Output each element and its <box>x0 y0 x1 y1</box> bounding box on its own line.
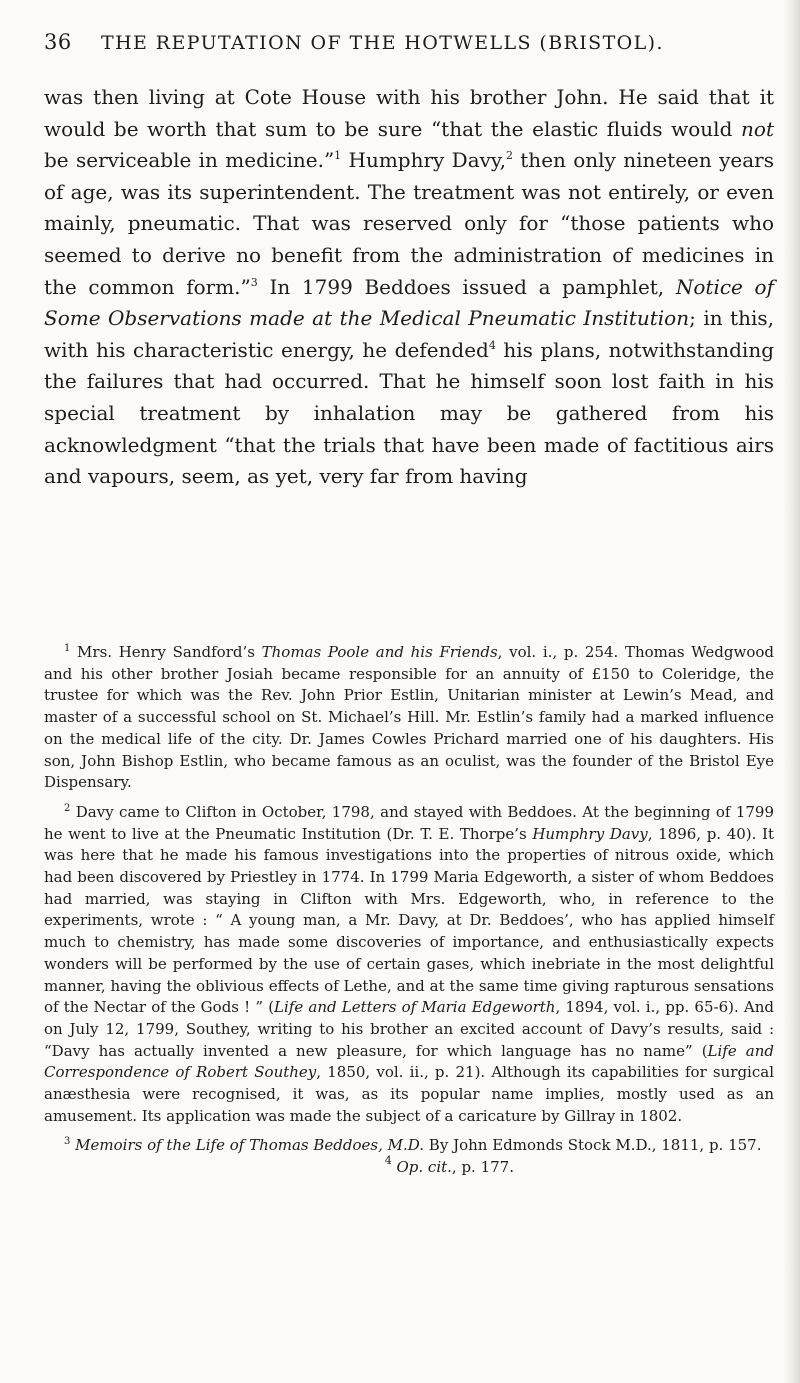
running-head <box>44 30 774 64</box>
footnote-4 <box>44 1154 774 1179</box>
italic-run: not <box>741 116 774 141</box>
footnote-ref-4[interactable]: 4 <box>488 338 496 352</box>
text-run: In 1799 Beddoes issued a pamphlet, <box>257 274 676 299</box>
text-run: his plans, notwithstanding the failures that had occurred. That he himself soon lost faith in his special treatment by inhalation may be gathered from his acknowledgment “that the trials that have been made of factitious airs and vapours, seem, as yet, very far from having <box>44 337 775 489</box>
footnote-1 <box>44 642 774 794</box>
page-edge-shadow <box>784 0 800 1383</box>
text-run: , p. 177. <box>451 1158 514 1177</box>
footnote-marker: 1 <box>64 643 71 654</box>
book-title: Memoirs of the Life of Thomas Beddoes, M.D. <box>75 1136 425 1155</box>
text-run: Mrs. Henry Sandford’s <box>70 643 262 661</box>
text-run: Humphry Davy, <box>341 148 506 173</box>
footnote-ref-3[interactable]: 3 <box>250 275 258 289</box>
text-run: be serviceable in medicine.” <box>44 148 335 173</box>
body-paragraph <box>44 82 774 493</box>
footnote-marker: 3 <box>64 1136 71 1148</box>
book-title: Life and Correspondence of Robert Southey <box>44 1041 774 1082</box>
book-title: Life and Letters of Maria Edgeworth <box>274 998 556 1017</box>
citation-abbrev: Op. cit. <box>396 1158 452 1177</box>
text-run: By John Edmonds Stock M.D., 1811, p. 157. <box>424 1136 762 1155</box>
main-text <box>44 82 774 493</box>
page-number: 36 <box>44 30 72 54</box>
text-run: was then living at Cote House with his brother John. He said that it would be worth that sum to be sure “that the elastic fluids would <box>44 85 774 141</box>
text-run: ; in this, with his characteristic energy, he defended <box>44 306 774 362</box>
footnote-marker: 2 <box>64 802 71 814</box>
footnote-2 <box>44 802 774 1128</box>
text-run: , 1894, vol. i., pp. 65-6). And on July 12, 1799, Southey, writing to his brother an excited account of Davy’s results, said : “Davy has actually invented a new pleasure, for which language has no name” ( <box>44 998 774 1060</box>
footnote-ref-1[interactable]: 1 <box>334 149 342 163</box>
running-title: THE REPUTATION OF THE HOTWELLS (BRISTOL). <box>101 32 664 54</box>
text-run: , 1896, p. 40). It was here that he made his famous investigations into the properties of nitrous oxide, which had been discovered by Priestley in 1774. In 1799 Maria Edgeworth, a sister of whom Beddoes had married, was staying in Clifton with Mrs. Edgeworth, who, in reference to the experiments, wrote : “ A young man, a Mr. Davy, at Dr. Beddoes’, who has applied himself much to chemistry, has made some discoveries of importance, and enthusiastically expects wonders will be performed by the use of certain gases, which inebriate in the most delightful manner, having the oblivious effects of Lethe, and at the same time giving rapturous sensations of the Nectar of the Gods ! ” ( <box>44 824 774 1017</box>
text-run: Davy came to Clifton in October, 1798, and stayed with Beddoes. At the beginning of 1799 he went to live at the Pneumatic Institution (Dr. T. E. Thorpe’s <box>44 802 774 843</box>
footnote-marker: 4 <box>384 1154 392 1168</box>
book-title: Humphry Davy <box>532 824 648 843</box>
book-title: Thomas Poole and his Friends <box>261 643 498 661</box>
text-run: , 1850, vol. ii., p. 21). Although its capabilities for surgical anæsthesia were recognised, it was, as its popular name implies, mostly used as an amusement. Its application was made the subject of a caricature by Gillray in 1802. <box>44 1063 774 1125</box>
text-run: then only nineteen years of age, was its superintendent. The treatment was not entirely, or even mainly, pneumatic. That was reserved only for “those patients who seemed to derive no benefit from the administration of medicines in the common form.” <box>44 148 774 299</box>
footnote-3 <box>44 1135 774 1157</box>
pamphlet-title: Notice of Some Observations made at the Medical Pneumatic Institution <box>44 274 774 331</box>
footnote-ref-2[interactable]: 2 <box>505 149 513 163</box>
footnotes <box>44 642 774 1179</box>
text-run: , vol. i., p. 254. Thomas Wedgwood and his other brother Josiah became responsible for an annuity of £150 to Coleridge, the trustee for which was the Rev. John Prior Estlin, Unitarian minister at Lewin’s Mead, and master of a successful school on St. Michael’s Hill. Mr. Estlin’s family had a marked influence on the medical life of the city. Dr. James Cowles Prichard married one of his daughters. His son, John Bishop Estlin, who became famous as an oculist, was the founder of the Bristol Eye Dispensary. <box>44 643 774 792</box>
